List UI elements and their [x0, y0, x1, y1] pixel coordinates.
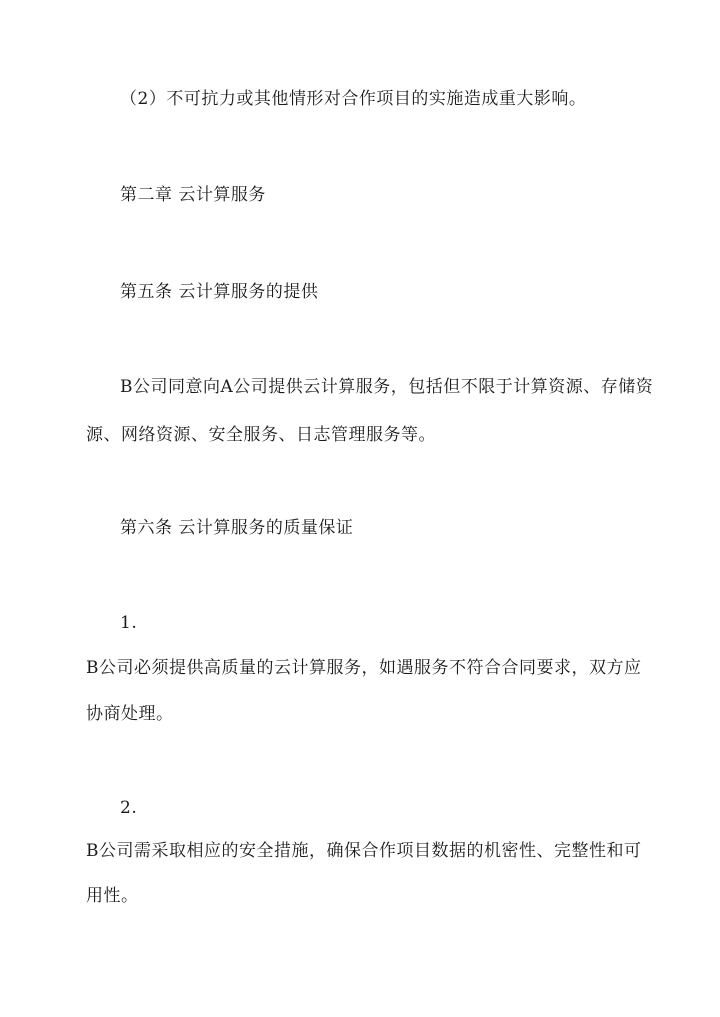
article-5-heading: 第五条 云计算服务的提供 — [120, 282, 319, 302]
item-2-line-1: B公司需采取相应的安全措施，确保合作项目数据的机密性、完整性和可 — [86, 841, 642, 861]
item-2-line-2: 用性。 — [86, 886, 139, 906]
article-5-body-line-1: B公司同意向A公司提供云计算服务，包括但不限于计算资源、存储资 — [120, 377, 654, 397]
paragraph-force-majeure: （2）不可抗力或其他情形对合作项目的实施造成重大影响。 — [120, 89, 587, 109]
item-1-line-2: 协商处理。 — [86, 704, 174, 724]
item-1-line-1: B公司必须提供高质量的云计算服务，如遇服务不符合合同要求，双方应 — [86, 658, 642, 678]
article-6-heading: 第六条 云计算服务的质量保证 — [120, 518, 354, 538]
chapter-heading: 第二章 云计算服务 — [120, 185, 266, 205]
item-1-number: 1. — [120, 613, 138, 633]
article-5-body-line-2: 源、网络资源、安全服务、日志管理服务等。 — [86, 425, 436, 445]
item-2-number: 2. — [120, 798, 138, 818]
